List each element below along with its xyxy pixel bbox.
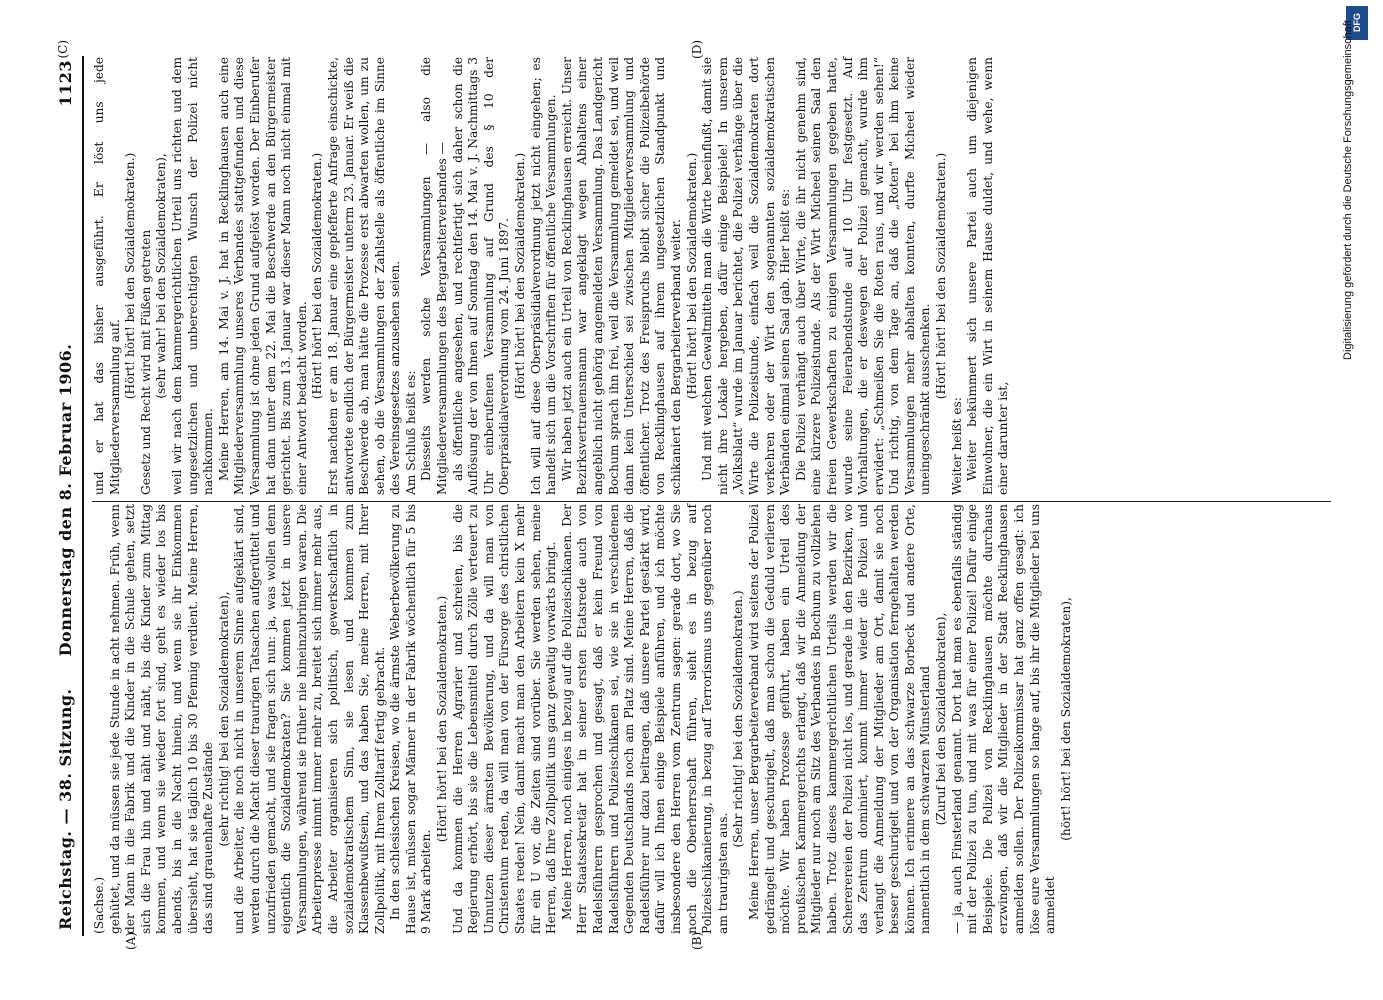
paragraph: und er hat das bisher ausgeführt. Er löst uns jede Mitgliederversammlung auf. bbox=[92, 57, 122, 495]
paragraph: Weiter bekümmert sich unsere Partei auch um diejenigen Einwohner, die ein Wirt in seinem Hause duldet, und wehe, wenn einer darunter ist, bbox=[965, 57, 1011, 495]
paragraph: Diesseits werden solche Versammlungen — also die Mitgliederversammlungen des Bergarbeiterverbandes — bbox=[419, 57, 450, 495]
paragraph: Erst nachdem er am 18. Januar eine gepfefferte Anfrage einschickte, antwortete endlich der Bürgermeister unterm 23. Januar. Er weiß die Beschwerde ab, man hätte die Prozesse erst abwarten wollen, um zu sehen, ob die Versammlungen der Zahlstelle als öffentliche im Sinne des Vereinsgesetzes anzusehen seien. bbox=[325, 57, 403, 495]
paragraph: In den schlesischen Kreisen, wo die ärmste Weberbevölkerung zu Hause ist, müssen sogar Männer in der Fabrik wöchentlich für 5 bis 9 Mark arbeiten. bbox=[388, 504, 434, 934]
header-left: Reichstag. — 38. Sitzung. bbox=[56, 688, 75, 930]
header-date: Donnerstag den 8. Februar 1906. bbox=[56, 343, 75, 657]
paragraph: Am Schluß heißt es: bbox=[403, 370, 418, 495]
header-rule bbox=[82, 56, 84, 936]
margin-marker-c: (C) bbox=[56, 40, 70, 59]
interjection: (sehr wahr! bei den Sozialdemokraten), bbox=[154, 153, 169, 399]
paragraph: (Sachse.) bbox=[92, 876, 106, 934]
interjection: (Hört! hört! bei den Sozialdemokraten.) bbox=[310, 152, 325, 400]
paragraph: Meine Herren, noch einiges in bezug auf die Polizeischikanen. Der Herr Staatssekretär hat in seiner ersten Etatsrede auch von Radelsführern gesprochen und gesagt, daß er kein Freund von Radelsführern und Polizeischikanen sei, wie sie in verschiedenen Gegenden Deutschlands noch am Platz sind. Meine Herren, daß die Radelsführer nur dazu beitragen, daß unsere Partei gestärkt wird, dafür will ich Ihnen einige Beispiele anführen, und ich möchte insbesondere den Herren vom Zentrum sagen: gerade dort, wo Sie noch die Oberherrschaft führen, sieht es in bezug auf Polizeischikanierung, in bezug auf Terrorismus uns gegenüber noch am traurigsten aus. bbox=[559, 504, 730, 934]
interjection: (Hört! hört! bei den Sozialdemokraten.) bbox=[513, 152, 528, 400]
margin-marker-b: (B) bbox=[690, 931, 704, 950]
margin-marker-d: (D) bbox=[690, 40, 704, 59]
paragraph: Meine Herren, unser Bergarbeiterverband wird seitens der Polizei gedrängelt und geschurigelt, daß man schon die Geduld verlieren möchte. Wir haben Prozesse geführt, haben ein Urteil des preußischen Kammergerichts erlangt, daß wir die Anmeldung der Mitglieder nur noch am Sitz des Verbandes in Bochum zu vollziehen haben. Trotz dieses kammergerichtlichen Urteils werden wir die Schererereien der Polizei nicht los, und gerade in den Bezirken, wo das Zentrum dominiert, kommt immer wieder die Polizei und verlangt die Anmeldung der Mitglieder am Ort, damit sie noch besser geschurigelt und von der Organisation ferngehalten werden können. Ich erinnere an das schwarze Borbeck und andere Orte, namentlich in dem schwarzen Münsterland bbox=[746, 504, 933, 934]
paragraph: Und da kommen die Herren Agrarier und schreien, bis die Regierung erhört, bis sie die Lebensmittel durch Zölle verteuert zu Unnutzen dieser ärmsten Bevölkerung, und da will man von Christentum reden, da will man von der Fürsorge des christlichen Staates reden! Nein, damit macht man den Arbeitern kein X mehr für ein U vor, die Zeiten sind vorüber. Sie werden sehen, meine Herren, daß Ihre Zollpolitik uns ganz gewaltig vorwärts bringt. bbox=[450, 504, 559, 934]
dfg-logo: DFG bbox=[1346, 6, 1368, 40]
left-column bbox=[92, 504, 1074, 934]
digitization-credit: Digitalisierung gefördert durch die Deutsche Forschungsgemeinschaft bbox=[1342, 20, 1354, 360]
paragraph: Ich will auf diese Oberpräsidialverordnung jetzt nicht eingehen; es handelt sich um die Vorschriften für öffentliche Versammlungen. bbox=[528, 57, 559, 495]
paragraph: Weiter heißt es: bbox=[949, 397, 964, 495]
paragraph: — ja, auch Finsterland genannt. Dort hat man es ebenfalls ständig mit der Polizei zu tun, und mit was für einer Polizei! Dafür einige Beispiele. Die Polizei von Recklinghausen möchte durchaus erzwingen, daß wir die Mitglieder in der Stadt Recklinghausen anmelden sollen. Der Polizeikommissar hat ganz offen gesagt: ich löse eure Versammlungen so lange auf, bis ihr die Mitglieder bei uns anmeldet bbox=[949, 504, 1058, 934]
paragraph: Meine Herren, am 14. Mai v. J. hat in Recklinghausen auch eine Mitgliederversammlung unseres Verbandes stattgefunden und diese Versammlung ist ohne jeden Grund aufgelöst worden. Der Einberufer hat dann unter dem 22. Mai die Beschwerde an den Bürgermeister gerichtet. Bis zum 13. Januar war dieser Mann noch nicht einmal mit einer Antwort bedacht worden. bbox=[216, 57, 309, 495]
paragraph: weil wir nach dem kammergerichtlichen Urteil uns richten und dem ungesetzlichen und unberechtigten Wunsch der Polizei nicht nachkommen. bbox=[169, 57, 216, 495]
paragraph: als öffentliche angesehen, und rechtfertigt sich daher schon die Auflösung der von Ihnen auf Sonntag den 14. Mai v. J. Nachmittags 3 Uhr einberufenen Versammlung auf Grund des § 10 der Oberpräsidialverordnung vom 24. Juni 1897. bbox=[450, 57, 512, 495]
paragraph: Die Polizei verhängt auch über Wirte, die ihr nicht genehm sind, eine kürzere Polizeistunde. Als der Wirt Micheel seinen Saal den freien Gewerkschaften zu einigen Versammlungen gegeben hatte, wurde seine Feierabendstunde auf 10 Uhr festgesetzt. Auf Vorhaltungen, die er deswegen der Polizei gemacht, wurde ihm erwidert: „Schmeißen Sie die Roten raus, und wir werden sehen!“ Und richtig, von dem Tage an, daß die „Roten“ bei ihm keine Versammlungen mehr abhalten konnten, durfte Micheel wieder uneingeschränkt ausschenken. bbox=[793, 57, 933, 495]
paragraph: Gesetz und Recht wird mit Füßen getreten bbox=[138, 229, 153, 495]
paragraph: Und mit welchen Gewaltmitteln man die Wirte beeinflußt, damit sie nicht ihre Lokale hergeben, dafür einige Beispiele! In unserem „Volksblatt“ wurde im Januar berichtet, die Polizei verhänge über die Wirte die Polizeistunde, einfach weil die Sozialdemokraten dort verkehren oder der Wirt den sogenannten sozialdemokratischen Verbänden einmal seinen Saal gab. Hier heißt es: bbox=[700, 57, 793, 495]
interjection: (Hört! hört! bei den Sozialdemokraten.) bbox=[123, 152, 138, 400]
paragraph: Wir haben jetzt auch ein Urteil von Recklinghausen erreicht. Unser Bezirksvertrauensmann war angeklagt wegen Abhaltens einer angeblich nicht gehörig angemeldeten Versammlung. Das Landgericht Bochum sprach ihn frei, weil die Versammlung gemeldet sei, und weil dann kein Unterschied sei zwischen Mitgliederversammlung und öffentlicher. Trotz des Freispruchs bleibt sicher die Polizeibehörde von Recklinghausen auf ihrem ungesetzlichen Standpunkt und schikaniert den Bergarbeiterverband weiter. bbox=[559, 57, 683, 495]
margin-marker-a: (A) bbox=[124, 931, 138, 950]
interjection: (Hört! hört! bei den Sozialdemokraten.) bbox=[934, 152, 949, 400]
column-divider bbox=[92, 501, 1331, 502]
right-column bbox=[92, 57, 1012, 495]
interjection: (sehr richtig! bei den Sozialdemokraten), bbox=[216, 591, 231, 847]
paragraph: und die Arbeiter, die noch nicht in unserem Sinne aufgeklärt sind, werden durch die Macht dieser traurigen Tatsachen aufgerüttelt und unzufrieden gemacht, und sie fragen sich nun: ja, was wollen denn eigentlich die Sozialdemokraten? Sie kommen jetzt in unsere Versammlungen, während sie früher nie hineinzubringen waren. Die Arbeiterpresse nimmt immer mehr zu, breitet sich immer mehr aus, die Arbeiter organisieren sich politisch, gewerkschaftlich in sozialdemokratischem Sinn, sie lesen und kommen zum Klassenbewußtsein, und das haben Sie, meine Herren, mit Ihrer Zollpolitik, mit Ihrem Zolltarif fertig gebracht. bbox=[232, 504, 387, 934]
interjection: (Sehr richtig! bei den Sozialdemokraten.) bbox=[731, 590, 746, 848]
page-number: 1123 bbox=[56, 60, 75, 107]
interjection: (Hört! hört! bei den Sozialdemokraten.) bbox=[435, 595, 450, 843]
interjection: (Hört! hört! bei den Sozialdemokraten.) bbox=[684, 152, 699, 400]
interjection: (hört! hört! bei den Sozialdemokraten), bbox=[1058, 597, 1073, 841]
paragraph: gehütet, und da müssen sie jede Stunde in acht nehmen. Früh, wenn der Mann in die Fabrik und die Kinder in die Schule gehen, setzt sich die Frau hin und näht und näht, bis die Kinder zum Mittag kommen, und wenn sie wieder fort sind, geht es wieder los bis abends, bis in die Nacht hinein, und wenn sie ihr Einkommen übersieht, hat sie täglich 10 bis 30 Pfennig verdient. Meine Herren, das sind grauenhafte Zustände bbox=[107, 504, 216, 934]
interjection: (Zuruf bei den Sozialdemokraten), bbox=[934, 612, 949, 826]
